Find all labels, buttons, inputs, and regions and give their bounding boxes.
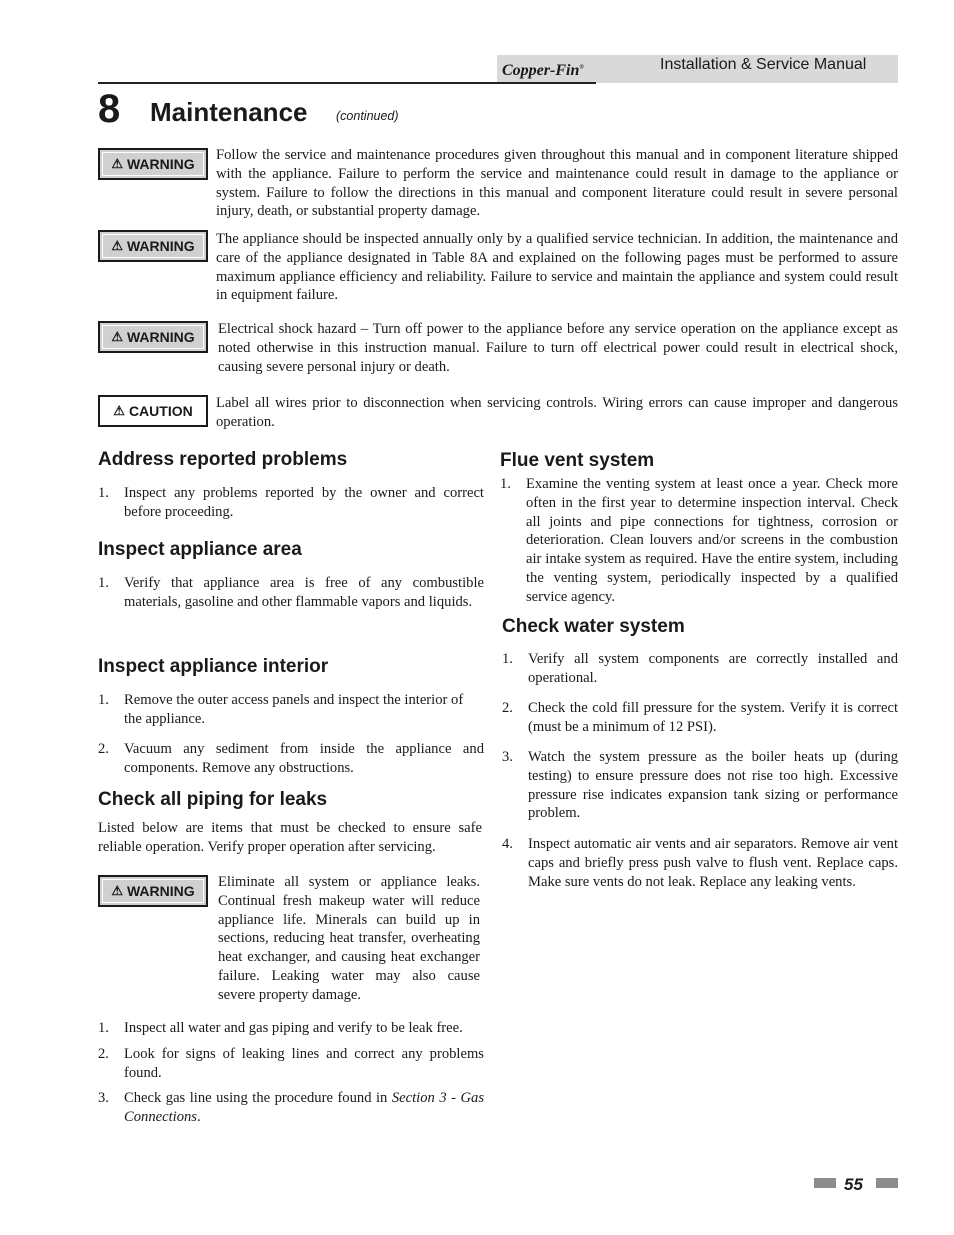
section-continued: (continued) xyxy=(336,109,399,123)
item-text: Check the cold fill pressure for the system. Verify it is correct (must be a minimum of 12 PSI). xyxy=(528,700,898,735)
warning-label: WARNING xyxy=(126,156,195,172)
item-text: Verify that appliance area is free of any combustible materials, gasoline and other flammable vapors and liquids. xyxy=(124,575,484,610)
item-text: Vacuum any sediment from inside the appliance and components. Remove any obstructions. xyxy=(124,741,484,776)
item-number: 1. xyxy=(98,692,109,708)
item-text-main: Check gas line using the procedure found in xyxy=(124,1090,392,1106)
item-number: 1. xyxy=(502,651,513,667)
item-text xyxy=(124,1089,484,1127)
warning-badge-3 xyxy=(98,321,208,353)
warning-text-1: Follow the service and maintenance procedures given throughout this manual and in component literature shipped with the appliance. Failure to perform the service and maintenance could result in damage to the appliance or system. Failure to follow the directions in this manual and component literature could result in severe personal injury, death, or substantial property damage. xyxy=(216,147,898,220)
heading-check-water: Check water system xyxy=(502,616,685,637)
warning-label: WARNING xyxy=(126,238,195,254)
warning-triangle-icon: ⚠ xyxy=(111,238,123,253)
item-text: Verify all system components are correctly installed and operational. xyxy=(528,651,898,686)
item-text: Remove the outer access panels and inspect the interior of the appliance. xyxy=(124,692,464,727)
brand-name xyxy=(502,62,584,80)
section-reference: Section 3 - Gas Connections xyxy=(124,1090,485,1125)
caution-label: CAUTION xyxy=(128,403,193,419)
heading-inspect-area: Inspect appliance area xyxy=(98,539,302,560)
header-rule xyxy=(98,82,596,84)
item-text-end: . xyxy=(196,1108,201,1125)
warning-triangle-icon: ⚠ xyxy=(113,403,125,418)
piping-intro: Listed below are items that must be checked to ensure safe reliable operation. Verify proper operation after servicing. xyxy=(98,820,482,855)
footer-bar-right xyxy=(876,1178,898,1188)
heading-check-piping: Check all piping for leaks xyxy=(98,789,328,810)
caution-text: Label all wires prior to disconnection when servicing controls. Wiring errors can cause improper and dangerous operation. xyxy=(216,395,898,430)
item-number: 1. xyxy=(98,485,109,501)
item-text: Examine the venting system at least once a year. Check more often in the first year to determine inspection interval. Check all joints and pipe connections for tightness, corrosion or deterioration. Clean louvers and/or screens in the combustion air intake system as required. Have the entire system, including the venting system, periodically inspected by a qualified service agency. xyxy=(526,476,898,605)
brand-registered-mark: ® xyxy=(579,64,584,71)
caution-badge xyxy=(98,395,208,427)
item-number: 2. xyxy=(502,700,513,716)
warning-text-3: Electrical shock hazard – Turn off power to the appliance before any service operation on the appliance except as noted otherwise in this instruction manual. Failure to turn off electrical power could result in electrical shock, causing severe personal injury or death. xyxy=(218,321,898,375)
item-text: Watch the system pressure as the boiler heats up (during testing) to ensure pressure does not rise too high. Excessive pressure rise indicates expansion tank sizing or performance problem. xyxy=(528,749,898,822)
item-number: 4. xyxy=(502,836,513,852)
heading-inspect-interior: Inspect appliance interior xyxy=(98,656,329,677)
manual-title: Installation & Service Manual xyxy=(660,56,867,73)
warning-triangle-icon: ⚠ xyxy=(111,883,123,898)
item-number: 1. xyxy=(98,575,109,591)
item-number: 2. xyxy=(98,741,109,757)
page-number: 55 xyxy=(844,1175,863,1194)
item-text: Inspect all water and gas piping and verify to be leak free. xyxy=(124,1020,463,1036)
warning-triangle-icon: ⚠ xyxy=(111,329,123,344)
heading-flue-vent: Flue vent system xyxy=(500,450,655,471)
heading-address-problems: Address reported problems xyxy=(98,449,348,470)
warning-text-2: The appliance should be inspected annually only by a qualified service technician. In addition, the maintenance and care of the appliance designated in Table 8A and explained on the following pages must be performed to assure maximum appliance efficiency and reliability. Failure to service and maintain the appliance and system could result in equipment failure. xyxy=(216,231,898,304)
footer-bar-left xyxy=(814,1178,836,1188)
warning-triangle-icon: ⚠ xyxy=(111,156,123,171)
item-text: Inspect any problems reported by the owner and correct before proceeding. xyxy=(124,485,484,520)
item-number: 2. xyxy=(98,1046,109,1062)
section-title: Maintenance xyxy=(150,97,308,127)
item-number: 3. xyxy=(502,749,513,765)
item-text: Inspect automatic air vents and air separators. Remove air vent caps and briefly press push valve to flush vent. Replace caps. Make sure vents do not leak. Replace any leaking vents. xyxy=(528,836,898,890)
item-number: 1. xyxy=(98,1020,109,1036)
warning-label: WARNING xyxy=(126,329,195,345)
item-text: Look for signs of leaking lines and correct any problems found. xyxy=(124,1046,484,1081)
warning-label: WARNING xyxy=(126,883,195,899)
warning-badge-piping xyxy=(98,875,208,907)
section-number: 8 xyxy=(98,87,121,131)
warning-badge-2 xyxy=(98,230,208,262)
brand-text: Copper-Fin xyxy=(502,62,580,79)
item-number: 1. xyxy=(500,476,511,492)
piping-warning-text: Eliminate all system or appliance leaks. Continual fresh makeup water will reduce appliance life. Minerals can build up in sections, reducing heat transfer, overheating heat exchanger, and causing heat exchanger failure. Leaking water may also cause severe property damage. xyxy=(218,874,480,1003)
item-number: 3. xyxy=(98,1090,109,1106)
warning-badge-1 xyxy=(98,148,208,180)
